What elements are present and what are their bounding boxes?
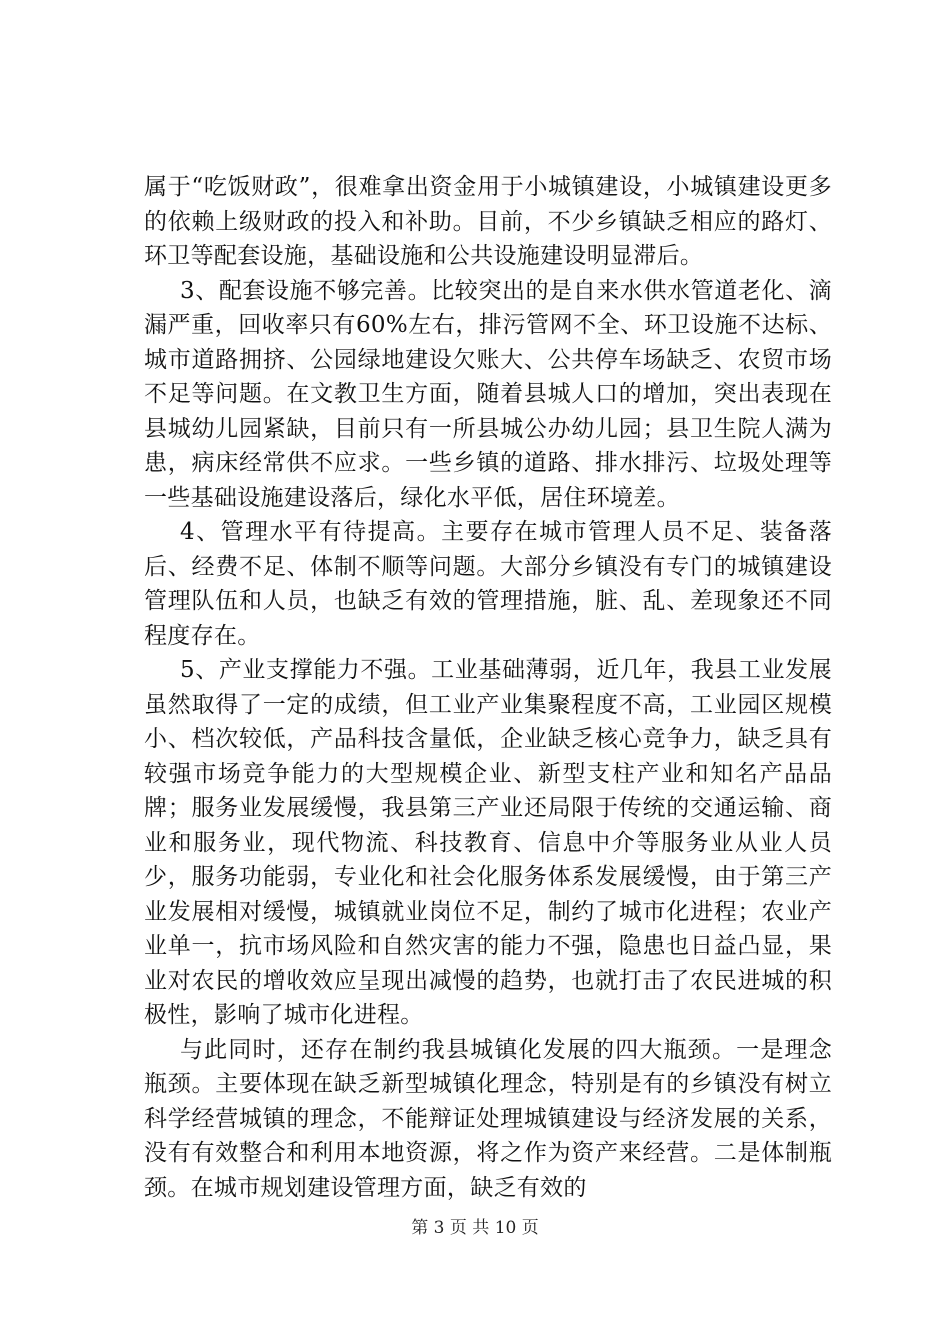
paragraph-item-4: 4、管理水平有待提高。主要存在城市管理人员不足、装备落后、经费不足、体制不顺等问题。大部分乡镇没有专门的城镇建设管理队伍和人员，也缺乏有效的管理措施，脏、乱、差现象还不同程度存在。 bbox=[144, 519, 832, 649]
paragraph-bottlenecks: 与此同时，还存在制约我县城镇化发展的四大瓶颈。一是理念瓶颈。主要体现在缺乏新型城镇化理念，特别是有的乡镇没有树立科学经营城镇的理念，不能辩证处理城镇建设与经济发展的关系，没有有效整合和利用本地资源，将之作为资产来经营。二是体制瓶颈。在城市规划建设管理方面，缺乏有效的 bbox=[144, 1036, 832, 1201]
paragraph-continuation: 属于“吃饭财政”，很难拿出资金用于小城镇建设，小城镇建设更多的依赖上级财政的投入和补助。目前，不少乡镇缺乏相应的路灯、环卫等配套设施，基础设施和公共设施建设明显滞后。 bbox=[144, 174, 832, 269]
document-body bbox=[144, 170, 832, 1205]
page-number-footer: 第 3 页 共 10 页 bbox=[411, 1218, 539, 1238]
paragraph-item-3: 3、配套设施不够完善。比较突出的是自来水供水管道老化、滴漏严重，回收率只有60%左右，排污管网不全、环卫设施不达标、城市道路拥挤、公园绿地建设欠账大、公共停车场缺乏、农贸市场不足等问题。在文教卫生方面，随着县城人口的增加，突出表现在县城幼儿园紧缺，目前只有一所县城公办幼儿园；县卫生院人满为患，病床经常供不应求。一些乡镇的道路、排水排污、垃圾处理等一些基础设施建设落后，绿化水平低，居住环境差。 bbox=[144, 277, 832, 511]
paragraph-item-5: 5、产业支撑能力不强。工业基础薄弱，近几年，我县工业发展虽然取得了一定的成绩，但工业产业集聚程度不高，工业园区规模小、档次较低，产品科技含量低，企业缺乏核心竞争力，缺乏具有较强市场竞争能力的大型规模企业、新型支柱产业和知名产品品牌；服务业发展缓慢，我县第三产业还局限于传统的交通运输、商业和服务业，现代物流、科技教育、信息中介等服务业从业人员少，服务功能弱，专业化和社会化服务体系发展缓慢，由于第三产业发展相对缓慢，城镇就业岗位不足，制约了城市化进程；农业产业单一，抗市场风险和自然灾害的能力不强，隐患也日益凸显，果业对农民的增收效应呈现出减慢的趋势，也就打击了农民进城的积极性，影响了城市化进程。 bbox=[144, 657, 832, 1028]
